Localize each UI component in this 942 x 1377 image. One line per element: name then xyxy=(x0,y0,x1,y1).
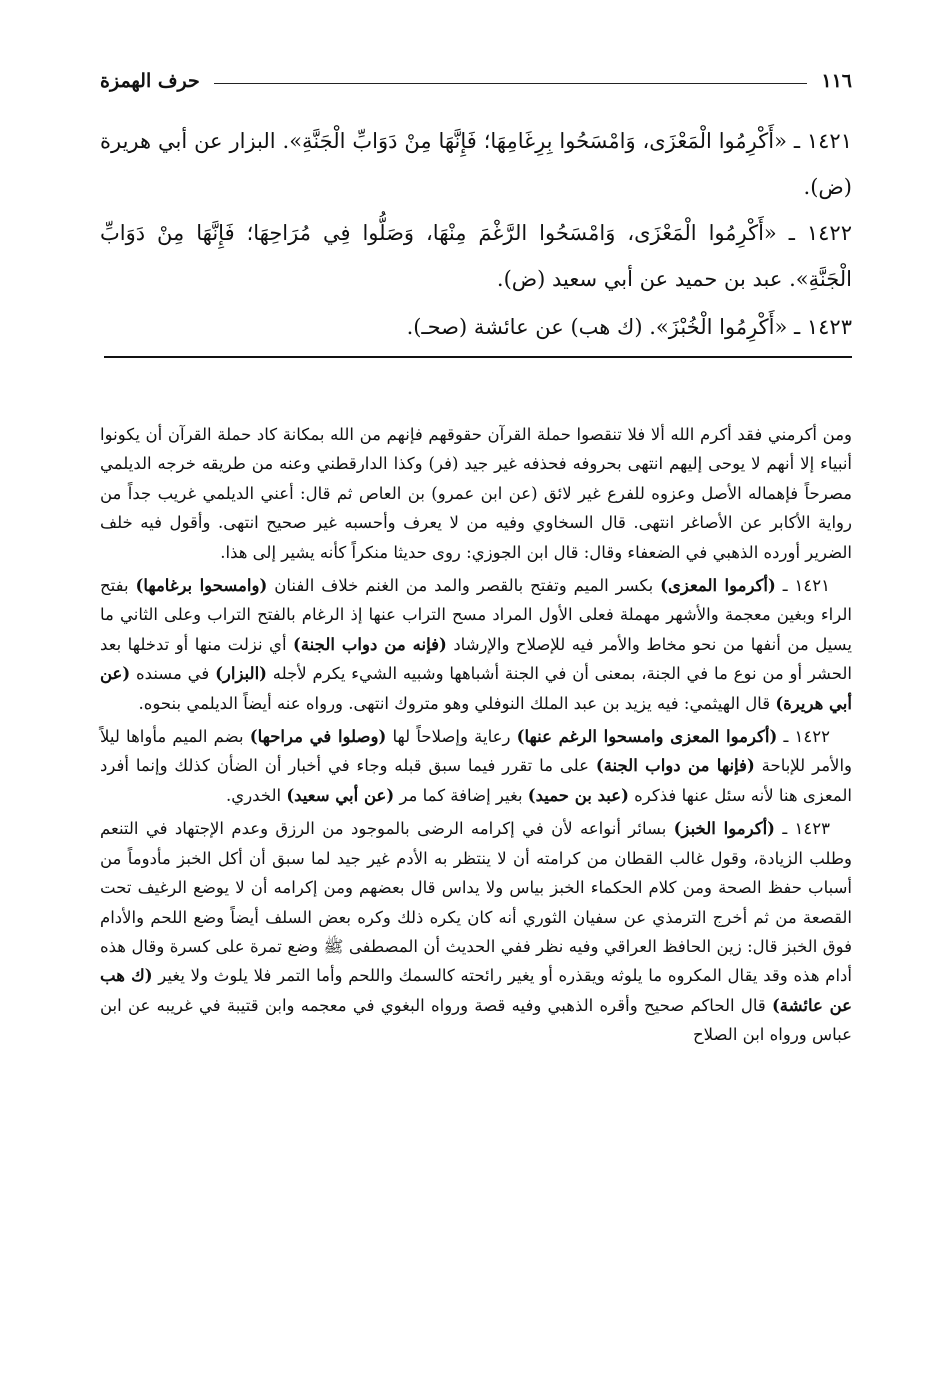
note-text: قال الحاكم صحيح وأقره الذهبي وفيه قصة ورواه البغوي في معجمه وابن قتيبة في غريبه عن ابن عباس ورواه ابن الصلاح xyxy=(100,995,852,1045)
note-term: (أكرموا الخبز) xyxy=(673,819,775,839)
note-text: بكسر الميم وتفتح بالقصر والمد من الغنم خلاف الفنان xyxy=(267,576,661,596)
hadith-number: ١٤٢٢ xyxy=(806,221,852,245)
hadith-1422: ١٤٢٢ ـ «أَكْرِمُوا الْمَعْزَى، وَامْسَحُوا الرَّغْمَ مِنْهَا، وَصَلُّوا فِي مُرَاحِهَا؛ فَإِنَّهَا مِنْ دَوَابِّ الْجَنَّةِ». عبد بن حميد عن أبي سعيد (ض). xyxy=(100,221,852,291)
note-term: (فإنها من دواب الجنة) xyxy=(595,756,755,776)
note-text: في مسنده xyxy=(130,664,216,684)
hadith-source: (ك هب) عن عائشة (صحـ). xyxy=(406,315,643,339)
commentary-section xyxy=(100,420,852,1054)
commentary-intro: ومن أكرمني فقد أكرم الله ألا فلا تنقصوا حملة القرآن حقوقهم فإنهم من الله بمكانة كاد حملة القرآن أن يكونوا أنبياء إلا أنهم لا يوحى إليهم انتهى بحروفه فحذفه غير جيد (فر) وكذا الدارقطني وعنه من طريقه خرجه الديلمي مصرحاً فإهماله الأصل وعزوه للفرع غير لائق (عن ابن عمرو) بن العاص ثم قال: أعني الديلمي غريب جداً من رواية الأكابر عن الأصاغر انتهى. قال السخاوي وفيه من لا يعرف وأحسبه غير صحيح انتهى. وأقول فيه خلف الضرير أورده الذهبي في الضعفاء وقال: قال ابن الجوزي: روى حديثا منكراً كأنه يشير إلى هذا. xyxy=(100,425,852,562)
note-term: (ك هب عن عائشة) xyxy=(100,966,852,1015)
note-text: بضم الميم مأواها ليلاً والأمر للإباحة xyxy=(100,727,853,776)
note-term: (عن أبي هريرة) xyxy=(100,664,852,713)
note-text: على ما تقرر فيما سبق قبله وجاء في أخبار أن الضأن كذلك وإنما أفرد المعزى هنا لأنه سئل عنها فذكره xyxy=(100,756,852,805)
note-term: (أكرموا المعزى) xyxy=(660,576,776,596)
note-1422 xyxy=(100,722,852,810)
note-number: ١٤٢١ ـ xyxy=(782,576,830,596)
hadith-source: البزار عن أبي هريرة (ض). xyxy=(100,129,852,199)
running-header xyxy=(100,58,852,92)
note-number: ١٤٢٢ ـ xyxy=(783,727,830,747)
note-text: بغير إضافة كما مر xyxy=(394,785,528,805)
note-text: رعاية وإصلاحاً لها xyxy=(386,727,517,747)
hadith-text: «أَكْرِمُوا الْخُبْزَ». xyxy=(649,315,788,339)
note-term: (البزار) xyxy=(215,664,267,684)
note-term: (وامسحوا برغامها) xyxy=(135,576,268,596)
note-number: ١٤٢٣ ـ xyxy=(782,819,830,839)
hadith-number: ١٤٢١ xyxy=(806,129,852,153)
hadith-source: عبد بن حميد عن أبي سعيد (ض). xyxy=(496,267,783,291)
hadith-1423: ١٤٢٣ ـ «أَكْرِمُوا الْخُبْزَ». (ك هب) عن عائشة (صحـ). xyxy=(406,315,852,339)
hadith-text: «أَكْرِمُوا الْمَعْزَى، وَامْسَحُوا بِرِغَامِهَا؛ فَإِنَّهَا مِنْ دَوَابِّ الْجَنَّةِ». xyxy=(282,129,787,153)
hadith-number: ١٤٢٣ xyxy=(806,315,852,339)
note-text: بسائر أنواعه لأن في إكرامه الرضى بالموجود من الرزق وعدم الإجتهاد في التنعم وطلب الزيادة، وقول غالب القطان من كرامته أن لا ينتظر به الأدم غير جيد لما سبق أن أكل الخبز مأدوماً من أسباب حفظ الصحة ومن كلام الحكماء الخبز بياس ولا يداس قال بعضهم ومن إكرامه أن لا يوضع الرغيف تحت القصعة من ثم أخرج الترمذي عن سفيان الثوري أنه كان يكره ذلك وكره بعض السلف أيضاً وضع اللحم والأدام فوق الخبز قال: زين الحافظ العراقي وفيه نظر ففي الحديث أن المصطفى ﷺ وضع تمرة على كسرة وقال هذه أدام هذه وقد يقال المكروه ما يلوثه ويقذره أو يغير رائحته كالسمك واللحم وأما التمر فلا يلوث ولا يغير xyxy=(100,819,852,986)
hadith-text: «أَكْرِمُوا الْمَعْزَى، وَامْسَحُوا الرَّغْمَ مِنْهَا، وَصَلُّوا فِي مُرَاحِهَا؛ فَإِنَّهَا مِنْ دَوَابِّ الْجَنَّةِ». xyxy=(100,221,852,291)
note-term: (فإنه من دواب الجنة) xyxy=(293,634,447,654)
hadith-1421: ١٤٢١ ـ «أَكْرِمُوا الْمَعْزَى، وَامْسَحُوا بِرِغَامِهَا؛ فَإِنَّهَا مِنْ دَوَابِّ الْجَنَّةِ». البزار عن أبي هريرة (ض). xyxy=(100,129,852,199)
note-term: (عبد بن حميد) xyxy=(527,785,629,805)
note-term: (وصلوا في مراحها) xyxy=(249,727,387,747)
note-text: بفتح الراء وبغين معجمة والأشهر مهملة فعلى الأول المراد مسح التراب عنها إذ الرغام بالفتح التراب وعلى الثاني ما يسيل من أنفها من نحو مخاط والأمر فيه للإصلاح والإرشاد xyxy=(100,576,852,654)
note-term: (أكرموا المعزى وامسحوا الرغم عنها) xyxy=(516,727,778,747)
note-1421 xyxy=(100,571,852,718)
page-number: ١١٦ xyxy=(821,70,852,92)
footnote-separator xyxy=(104,356,852,358)
note-text: الخدري. xyxy=(226,785,287,805)
note-text: قال الهيثمي: فيه يزيد بن عبد الملك النوفلي وهو متروك انتهى. ورواه عنه أيضاً الديلمي بنحوه. xyxy=(138,693,776,713)
chapter-title: حرف الهمزة xyxy=(100,70,200,92)
note-term: (عن أبي سعيد) xyxy=(286,785,395,805)
note-1423 xyxy=(100,814,852,1049)
header-rule xyxy=(214,83,808,84)
note-text: أي نزلت منها أو تدخلها بعد الحشر أو من نوع ما في الجنة، بمعنى أن في الجنة أشباهها وشبيه الشيء يكرم لأجله xyxy=(100,634,852,684)
